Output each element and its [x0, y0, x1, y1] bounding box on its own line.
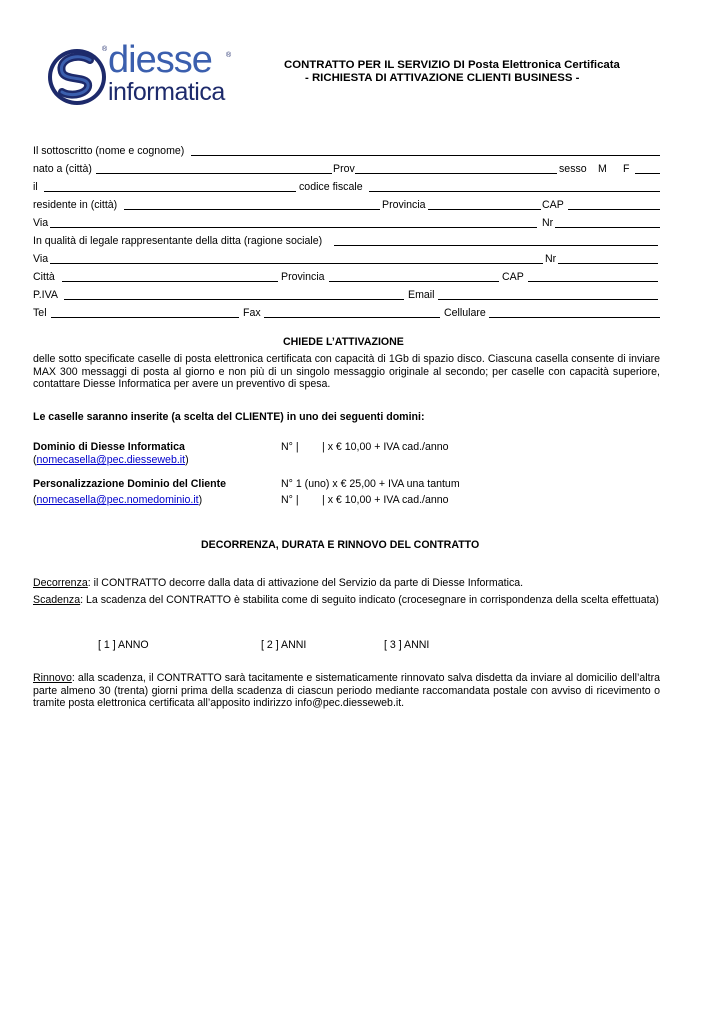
field-cap-res[interactable] [568, 209, 660, 210]
option-1-anno[interactable]: [ 1 ] ANNO [98, 639, 149, 651]
field-nome-cognome[interactable] [191, 155, 660, 156]
field-via-ditta[interactable] [50, 263, 543, 264]
dominio-diesse-n: N° | [281, 441, 299, 453]
document-subtitle: - RICHIESTA DI ATTIVAZIONE CLIENTI BUSINESS - [305, 72, 580, 84]
label-nato: nato a (città) [33, 163, 92, 175]
label-f: F [623, 163, 630, 175]
field-data-nascita[interactable] [44, 191, 296, 192]
label-email: Email [408, 289, 435, 301]
field-ragione-sociale[interactable] [334, 245, 658, 246]
logo-registered-2: ® [226, 52, 232, 59]
field-cellulare[interactable] [489, 317, 660, 318]
field-tel[interactable] [51, 317, 239, 318]
field-sesso[interactable] [635, 173, 660, 174]
decorrenza-row [33, 577, 523, 590]
dominio-diesse-price: | x € 10,00 + IVA cad./anno [322, 441, 449, 453]
decorrenza-label: Decorrenza [33, 577, 88, 589]
label-m: M [598, 163, 607, 175]
paren-open: ( [33, 494, 37, 506]
field-piva[interactable] [64, 299, 404, 300]
logo-registered: ® [102, 46, 108, 53]
option-2-anni[interactable]: [ 2 ] ANNI [261, 639, 307, 651]
label-cap-ditta: CAP [502, 271, 524, 283]
dominio-pers-label: Personalizzazione Dominio del Cliente [33, 478, 227, 490]
label-residente: residente in (città) [33, 199, 118, 211]
dominio-pers-price1: N° 1 (uno) x € 25,00 + IVA una tantum [281, 478, 460, 490]
label-via-ditta: Via [33, 253, 49, 265]
label-sottoscritto: Il sottoscritto (nome e cognome) [33, 145, 185, 157]
paren-close: ) [185, 454, 189, 466]
label-cap-res: CAP [542, 199, 564, 211]
paren-close: ) [198, 494, 203, 506]
logo-text-informatica: informatica [108, 78, 225, 106]
field-citta-ditta[interactable] [62, 281, 278, 282]
dominio-pers-example-row [33, 494, 202, 507]
dominio-diesse-example[interactable]: nomecasella@pec.diesseweb.it [36, 454, 186, 466]
field-nr-ditta[interactable] [558, 263, 658, 264]
field-fax[interactable] [264, 317, 440, 318]
dominio-diesse-label: Dominio di Diesse Informatica [33, 441, 185, 453]
dominio-pers-example[interactable]: nomecasella@pec.nomedominio.it [36, 494, 199, 506]
field-codice-fiscale[interactable] [369, 191, 660, 192]
field-cap-ditta[interactable] [528, 281, 658, 282]
field-email[interactable] [438, 299, 658, 300]
label-qualita: In qualità di legale rappresentante della ditta (ragione sociale) [33, 235, 323, 247]
label-sesso: sesso [559, 163, 587, 175]
rinnovo-row [33, 672, 660, 710]
label-provincia-res: Provincia [382, 199, 426, 211]
decorrenza-text: : il CONTRATTO decorre dalla data di attivazione del Servizio da parte di Diesse Informatica. [87, 577, 524, 589]
domini-intro: Le caselle saranno inserite (a scelta del CLIENTE) in uno dei seguenti domini: [33, 411, 425, 423]
label-piva: P.IVA [33, 289, 58, 301]
document-title: CONTRATTO PER IL SERVIZIO DI Posta Elettronica Certificata [284, 59, 620, 71]
field-nr-res[interactable] [555, 227, 660, 228]
heading-attivazione: CHIEDE L’ATTIVAZIONE [283, 336, 404, 348]
field-prov[interactable] [355, 173, 557, 174]
label-fax: Fax [243, 307, 261, 319]
logo-text-diesse: diesse [108, 39, 212, 81]
rinnovo-text: : alla scadenza, il CONTRATTO sarà tacitamente e sistematicamente rinnovato salva disdetta da inviare al domicilio dell’altra parte almeno 30 (trenta) giorni prima della scadenza di ciascun periodo mediante raccomandata postale con avviso di ricevimento o tramite posta elettronica certificata all’apposito indirizzo info@pec.diesseweb.it. [33, 672, 660, 710]
label-nr-ditta: Nr [545, 253, 557, 265]
label-prov: Prov [333, 163, 355, 175]
label-nr-res: Nr [542, 217, 554, 229]
dominio-pers-n: N° | [281, 494, 299, 506]
logo-swirl-icon [46, 46, 108, 108]
dominio-pers-price2: | x € 10,00 + IVA cad./anno [322, 494, 449, 506]
dominio-diesse-example-row [33, 454, 189, 467]
label-tel: Tel [33, 307, 47, 319]
scadenza-row [33, 594, 660, 607]
label-via-res: Via [33, 217, 49, 229]
company-logo [46, 39, 238, 108]
scadenza-label: Scadenza [33, 594, 81, 606]
heading-decorrenza: DECORRENZA, DURATA E RINNOVO DEL CONTRATTO [201, 539, 480, 551]
text-attivazione: delle sotto specificate caselle di posta elettronica certificata con capacità di 1Gb di spazio disco. Ciascuna casella consente di inviare MAX 300 messaggi di posta al giorno e non più di un singolo messaggio originale al secondo; per caselle con capacità superiore, contattare Diesse Informatica per avere un preventivo di spesa. [33, 353, 660, 391]
label-il: il [33, 181, 38, 193]
label-citta-ditta: Città [33, 271, 55, 283]
label-cellulare: Cellulare [444, 307, 486, 319]
field-provincia-ditta[interactable] [329, 281, 499, 282]
scadenza-text: : La scadenza del CONTRATTO è stabilita come di seguito indicato (crocesegnare in corrispondenza della scelta effettuata) [80, 594, 659, 606]
rinnovo-label: Rinnovo [33, 672, 72, 684]
option-3-anni[interactable]: [ 3 ] ANNI [384, 639, 430, 651]
field-via-res[interactable] [50, 227, 537, 228]
field-provincia-res[interactable] [428, 209, 541, 210]
label-codice-fiscale: codice fiscale [299, 181, 363, 193]
field-nato-citta[interactable] [96, 173, 332, 174]
paren-open: ( [33, 454, 37, 466]
label-provincia-ditta: Provincia [281, 271, 325, 283]
field-residente-citta[interactable] [124, 209, 380, 210]
